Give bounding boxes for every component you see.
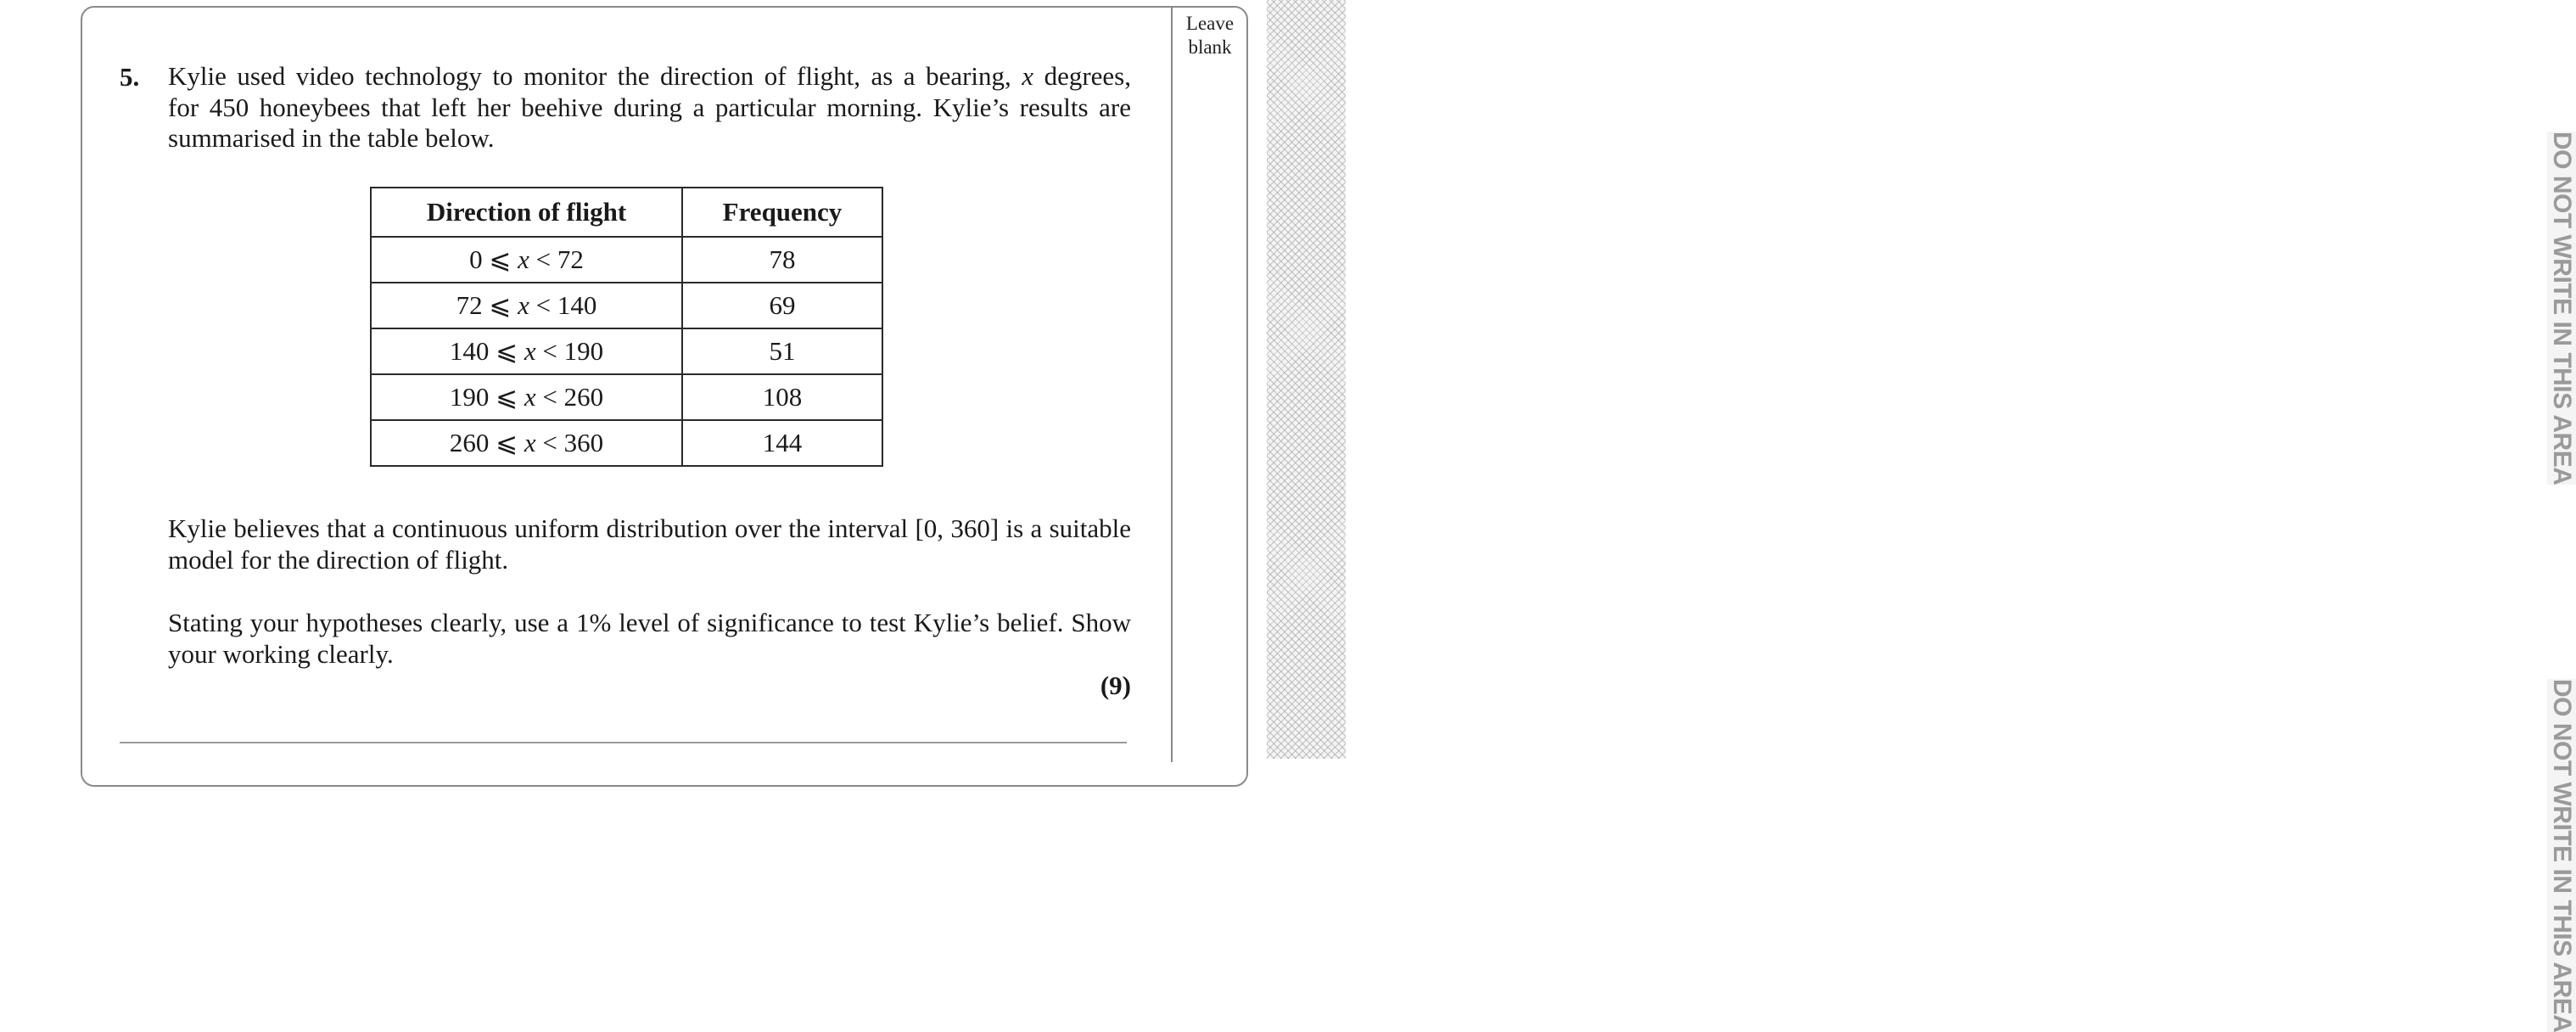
answer-line bbox=[120, 742, 1127, 743]
belief-line-2: model for the direction of flight. bbox=[168, 544, 509, 575]
interval-lower: 72 ⩽ bbox=[456, 290, 518, 320]
table-row bbox=[371, 283, 882, 328]
leave-blank-label bbox=[1173, 12, 1246, 59]
interval-cell bbox=[371, 374, 682, 420]
table-row bbox=[371, 374, 882, 420]
question-number: 5. bbox=[120, 62, 140, 92]
table-header-row bbox=[371, 188, 882, 237]
intro-line-1 bbox=[168, 61, 1131, 93]
intro-line-2: for 450 honeybees that left her beehive during a particular morning. Kylie’s results are bbox=[168, 92, 1131, 122]
frequency-cell: 108 bbox=[682, 374, 882, 420]
interval-upper: < 140 bbox=[529, 290, 597, 320]
table-row bbox=[371, 420, 882, 466]
interval-variable: x bbox=[524, 336, 536, 366]
task-line-2: your working clearly. bbox=[168, 638, 394, 669]
task-line-1: Stating your hypotheses clearly, use a 1% level of significance to test Kylie’s belief. Show bbox=[168, 608, 1131, 637]
interval-upper: < 72 bbox=[529, 244, 584, 274]
question-task bbox=[168, 608, 1131, 670]
interval-cell bbox=[371, 420, 682, 466]
variable-x: x bbox=[1022, 61, 1034, 91]
header-direction: Direction of flight bbox=[371, 188, 682, 237]
interval-cell bbox=[371, 237, 682, 283]
frequency-table bbox=[370, 187, 883, 467]
frequency-cell: 51 bbox=[682, 328, 882, 374]
margin-divider bbox=[1171, 7, 1173, 762]
table-row bbox=[371, 237, 882, 283]
frequency-cell: 144 bbox=[682, 420, 882, 466]
header-frequency: Frequency bbox=[682, 188, 882, 237]
leave-blank-line-2: blank bbox=[1188, 36, 1232, 58]
do-not-write-strip bbox=[1267, 0, 2576, 1032]
do-not-write-label: DO NOT WRITE IN THIS AREA bbox=[2548, 132, 2576, 485]
interval-upper: < 190 bbox=[535, 336, 604, 366]
frequency-cell: 78 bbox=[682, 237, 882, 283]
belief-line-1: Kylie believes that a continuous uniform distribution over the interval [0, 360] is a suitable bbox=[168, 513, 1131, 543]
interval-variable: x bbox=[518, 244, 529, 274]
intro-line-1-text-a: Kylie used video technology to monitor the direction of flight, as a bearing, bbox=[168, 61, 1022, 91]
marks-label: (9) bbox=[1100, 670, 1131, 700]
interval-variable: x bbox=[524, 382, 536, 412]
frequency-cell: 69 bbox=[682, 283, 882, 328]
interval-lower: 260 ⩽ bbox=[449, 428, 524, 457]
interval-upper: < 260 bbox=[535, 382, 604, 412]
interval-lower: 0 ⩽ bbox=[469, 244, 518, 274]
interval-lower: 190 ⩽ bbox=[449, 382, 524, 412]
interval-cell bbox=[371, 283, 682, 328]
interval-lower: 140 ⩽ bbox=[449, 336, 524, 366]
interval-cell bbox=[371, 328, 682, 374]
leave-blank-line-1: Leave bbox=[1185, 13, 1235, 34]
interval-upper: < 360 bbox=[535, 428, 604, 457]
interval-variable: x bbox=[524, 428, 536, 457]
interval-variable: x bbox=[518, 290, 529, 320]
table-row bbox=[371, 328, 882, 374]
do-not-write-label-repeat: DO NOT WRITE IN THIS AREA bbox=[2548, 679, 2576, 1032]
intro-line-3: summarised in the table below. bbox=[168, 123, 495, 153]
question-intro bbox=[168, 61, 1131, 154]
question-belief bbox=[168, 513, 1131, 575]
intro-line-1-text-b: degrees, bbox=[1033, 61, 1131, 91]
